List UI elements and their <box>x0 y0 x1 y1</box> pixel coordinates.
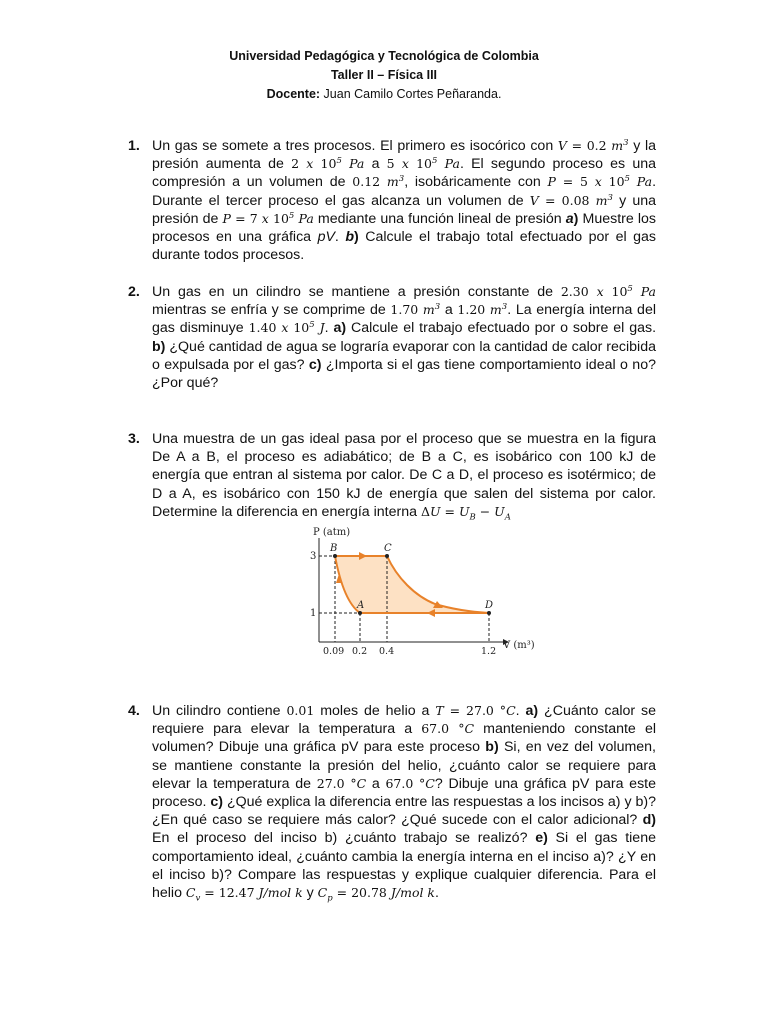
x-axis-label: V (m³) <box>503 640 535 651</box>
problem-1-text: Un gas se somete a tres procesos. El primero es isocórico con V = 0.2 $m^3$ y la presión aumenta de 2 x $10^5$ Pa a 5 x $10^5$ Pa. El segundo proceso es una compresión a un volumen de 0.12 $m^3$, isobáricamente con P = 5 x $10^5$ Pa. Durante el tercer proceso el gas alcanza un volumen de V = 0.08 $m^3$ y una presión de P = 7 x $10^5$ Pa mediante una función lineal de presión a) Muestre los procesos en una gráfica pV. b) Calcule el trabajo total efectuado por el gas durante todos procesos. <box>152 137 657 264</box>
x-tick-1-2: 1.2 <box>481 646 497 657</box>
point-c <box>385 554 389 558</box>
document-header <box>0 47 768 104</box>
problem-number: 3. <box>128 431 140 447</box>
pv-diagram <box>305 526 545 661</box>
x-tick-0-4: 0.4 <box>379 646 395 657</box>
point-label-d: D <box>485 600 494 611</box>
problem-2 <box>128 283 656 392</box>
x-tick-0-09: 0.09 <box>323 646 345 657</box>
point-a <box>358 611 362 615</box>
teacher-label: Docente: <box>266 87 321 101</box>
problem-1 <box>128 137 656 264</box>
y-axis-label: P (atm) <box>313 527 351 538</box>
problem-3 <box>128 430 656 521</box>
problem-2-text: Un gas en un cilindro se mantiene a presión constante de 2.30 x $10^5$ Pa mientras se enfría y se comprime de 1.70 $m^3$ a 1.20 $m^3$. La energía interna del gas disminuye 1.40 x $10^5$ J. a) Calcule el trabajo efectuado por o sobre el gas. b) ¿Qué cantidad de agua se lograría evaporar con la cantidad de calor recibida o expulsada por el gas? c) ¿Importa si el gas tiene comportamiento ideal o no? ¿Por qué? <box>152 283 657 392</box>
y-tick-1: 1 <box>310 608 317 619</box>
point-label-b: B <box>330 543 338 554</box>
point-b <box>333 554 337 558</box>
point-label-c: C <box>384 543 392 554</box>
x-tick-0-2: 0.2 <box>352 646 368 657</box>
university-name: Universidad Pedagógica y Tecnológica de Colombia <box>229 49 539 63</box>
course-title: Taller II – Física III <box>330 68 438 82</box>
point-label-a: A <box>357 600 365 611</box>
point-d <box>487 611 491 615</box>
problem-4-text: Un cilindro contiene 0.01 moles de helio a T = 27.0 °C. a) ¿Cuánto calor se requiere para elevar la temperatura a 67.0 °C manteniendo constante el volumen? Dibuje una gráfica pV para este proceso b) Si, en vez del volumen, se mantiene constante la presión del helio, ¿cuánto calor se requiere para elevar la temperatura de 27.0 °C a 67.0 °C? Dibuje una gráfica pV para este proceso. c) ¿Qué explica la diferencia entre las respuestas a los incisos a) y b)? ¿En qué caso se requiere más calor? ¿Qué sucede con el calor adicional? d) En el proceso del inciso b) ¿cuánto trabajo se realizó? e) Si el gas tiene comportamiento ideal, ¿cuánto cambia la energía interna en el inciso a)? ¿Y en el inciso b)? Compare las respuestas y explique cualquier diferencia. Para el helio $C_v = 12.47$ J/mol k y $C_p = 20.78$ J/mol k. <box>152 703 657 904</box>
problem-number: 4. <box>128 703 140 719</box>
problem-3-text: Una muestra de un gas ideal pasa por el proceso que se muestra en la figura De A a B, el proceso es adiabático; de B a C, es isobárico con 100 kJ de energía que entran al sistema por calor. De C a D, el proceso es isotérmico; de D a A, es isobárico con 150 kJ de energía que salen del sistema por calor. Determine la diferencia en energía interna $\Delta U = U_B - U_A$ <box>152 431 656 523</box>
teacher-line <box>0 85 768 104</box>
problem-4 <box>128 702 656 902</box>
problem-number: 2. <box>128 284 140 300</box>
teacher-name: Juan Camilo Cortes Peñaranda. <box>323 87 502 101</box>
problem-number: 1. <box>128 138 140 154</box>
y-tick-3: 3 <box>310 551 317 562</box>
